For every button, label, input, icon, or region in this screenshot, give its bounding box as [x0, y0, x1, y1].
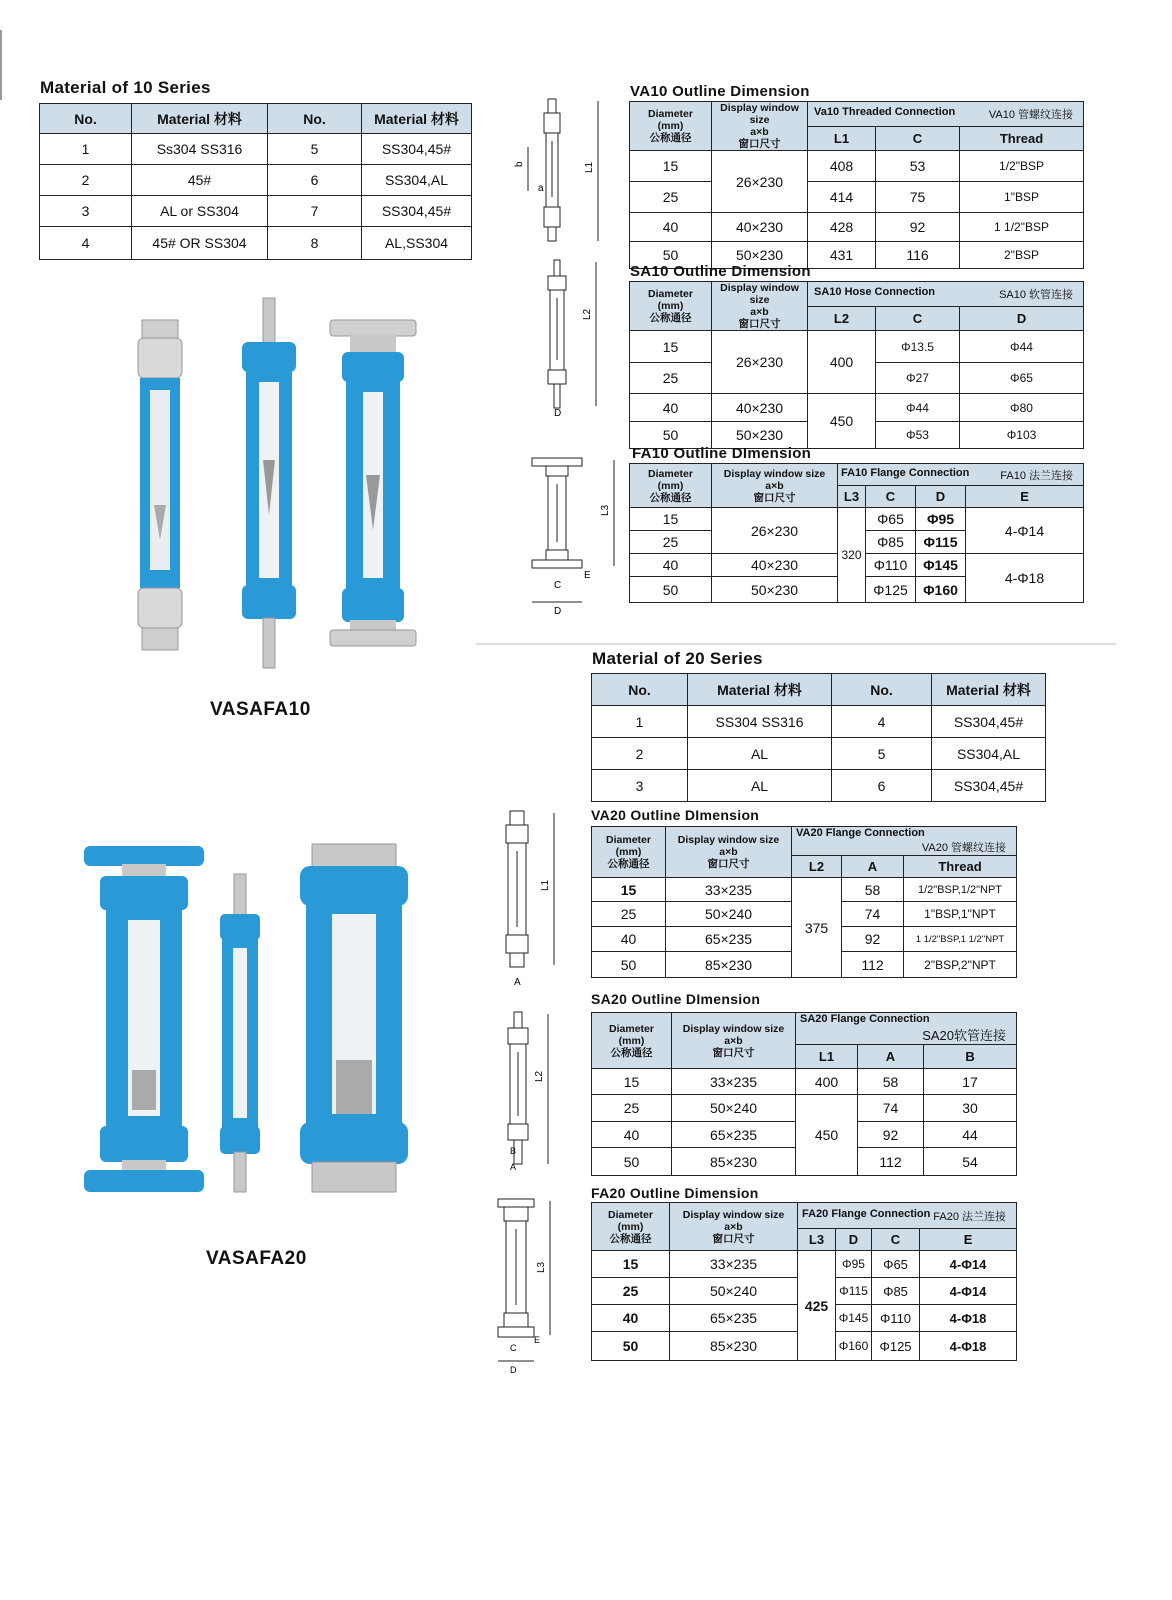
header-diameter: Diameter (mm) 公称通径	[592, 827, 666, 878]
series20-table	[591, 673, 1046, 802]
cell: 40	[630, 213, 712, 242]
cell: 58	[842, 878, 904, 902]
cell: 1	[40, 134, 132, 165]
va20-table	[591, 826, 1017, 978]
table-row	[630, 182, 1084, 213]
cell: AL,SS304	[362, 227, 472, 260]
cell: 3	[592, 770, 688, 802]
cell: 428	[808, 213, 876, 242]
cell: 6	[832, 770, 932, 802]
cell: 92	[876, 213, 960, 242]
cell: Φ115	[916, 531, 966, 554]
cell: 4-Φ18	[920, 1332, 1017, 1361]
cell: 3	[40, 196, 132, 227]
cell: 1"BSP	[960, 182, 1084, 213]
col-header: Material 材料	[688, 674, 832, 706]
col-header: D	[960, 306, 1084, 331]
cell: Φ110	[866, 554, 916, 577]
col-header: No.	[592, 674, 688, 706]
cell: AL	[688, 770, 832, 802]
cell: Ss304 SS316	[132, 134, 268, 165]
header-connection: FA20 Flange Connection FA20 法兰连接	[798, 1203, 1017, 1229]
cell: 58	[858, 1069, 924, 1095]
cell: 25	[630, 531, 712, 554]
cell: 2"BSP,2"NPT	[904, 952, 1017, 978]
cell: 414	[808, 182, 876, 213]
cell: 50	[592, 1332, 670, 1361]
cell: 2	[592, 738, 688, 770]
cell: 50	[592, 1148, 672, 1176]
va10-table	[629, 101, 1084, 269]
col-header: C	[872, 1229, 920, 1251]
cell: 45# OR SS304	[132, 227, 268, 260]
cell: 450	[808, 394, 876, 449]
section-divider	[476, 643, 1116, 645]
sa10-table	[629, 281, 1084, 449]
cell: Φ80	[960, 394, 1084, 422]
table-row	[630, 331, 1084, 363]
sa20-meter-image	[220, 874, 260, 1192]
cell: 50×230	[712, 422, 808, 449]
cell: SS304,AL	[932, 738, 1046, 770]
cell: 15	[630, 331, 712, 363]
col-header: No.	[268, 104, 362, 134]
cell: Φ85	[866, 531, 916, 554]
cell: SS304 SS316	[688, 706, 832, 738]
table-row	[630, 508, 1084, 531]
col-header: B	[924, 1045, 1017, 1069]
cell: 50	[630, 242, 712, 269]
cell: 75	[876, 182, 960, 213]
cell: Φ44	[960, 331, 1084, 363]
cell: 25	[630, 363, 712, 394]
col-header: A	[858, 1045, 924, 1069]
cell: SS304,45#	[362, 196, 472, 227]
cell: 7	[268, 196, 362, 227]
cell: 50	[630, 577, 712, 603]
cell: SS304,45#	[362, 134, 472, 165]
cell: 33×235	[670, 1251, 798, 1278]
va20-meter-image	[300, 844, 408, 1192]
cell: Φ65	[872, 1251, 920, 1278]
dim-label-l2: L2	[534, 1070, 545, 1082]
cell: 26×230	[712, 331, 808, 394]
col-header: L2	[792, 856, 842, 878]
cell: 65×235	[666, 927, 792, 952]
va10-title: VA10 Outline Dimension	[630, 83, 810, 100]
cell: Φ110	[872, 1305, 920, 1332]
cell: 40	[630, 554, 712, 577]
vasafa10-product-photo	[120, 290, 430, 680]
cell: 4	[40, 227, 132, 260]
fa20-title: FA20 Outline Dimension	[591, 1185, 759, 1201]
cell: 50×230	[712, 577, 838, 603]
cell: 1 1/2"BSP,1 1/2"NPT	[904, 927, 1017, 952]
table-row	[630, 151, 1084, 182]
cell: 50	[592, 952, 666, 978]
cell: Φ103	[960, 422, 1084, 449]
header-connection: SA10 Hose Connection SA10 软管连接	[808, 282, 1084, 307]
header-diameter: Diameter (mm) 公称通径	[630, 282, 712, 331]
dim-label-c: C	[554, 580, 562, 591]
header-diameter: Diameter (mm) 公称通径	[592, 1203, 670, 1251]
table-row	[592, 1095, 1017, 1122]
cell: AL or SS304	[132, 196, 268, 227]
header-window: Display window size a×b 窗口尺寸	[670, 1203, 798, 1251]
col-header: Material 材料	[132, 104, 268, 134]
fa20-meter-image	[84, 846, 204, 1192]
header-connection: SA20 Flange Connection SA20软管连接	[796, 1013, 1017, 1045]
col-header: No.	[40, 104, 132, 134]
cell: AL	[688, 738, 832, 770]
sa10-title: SA10 Outline Dimension	[630, 263, 811, 280]
cell: 40×230	[712, 554, 838, 577]
cell: Φ125	[872, 1332, 920, 1361]
cell: 54	[924, 1148, 1017, 1176]
series20-title: Material of 20 Series	[592, 649, 763, 668]
dim-label-l2: L2	[582, 308, 593, 320]
cell: 400	[808, 331, 876, 394]
table-row	[592, 1251, 1017, 1278]
cell: Φ65	[960, 363, 1084, 394]
cell: Φ13.5	[876, 331, 960, 363]
table-row	[592, 770, 1046, 802]
cell: 25	[592, 1095, 672, 1122]
cell: 15	[630, 151, 712, 182]
col-header: L3	[798, 1229, 836, 1251]
fa10-title: FA10 Outline DImension	[632, 445, 812, 462]
cell: 4-Φ14	[966, 508, 1084, 554]
header-window: Display window size a×b 窗口尺寸	[712, 102, 808, 151]
cell: 85×230	[670, 1332, 798, 1361]
cell: 44	[924, 1122, 1017, 1148]
cell: 1/2"BSP	[960, 151, 1084, 182]
cell: 400	[796, 1069, 858, 1095]
cell: 25	[630, 182, 712, 213]
table-row	[630, 213, 1084, 242]
header-window: Display window size a×b 窗口尺寸	[712, 464, 838, 508]
dim-label-l3: L3	[536, 1261, 547, 1273]
header-diameter: Diameter (mm) 公称通径	[592, 1013, 672, 1069]
cell: 15	[592, 878, 666, 902]
cell: Φ53	[876, 422, 960, 449]
header-window: Display window size a×b 窗口尺寸	[672, 1013, 796, 1069]
col-header: Thread	[904, 856, 1017, 878]
cell: 1 1/2"BSP	[960, 213, 1084, 242]
cell: Φ145	[916, 554, 966, 577]
cell: 25	[592, 1278, 670, 1305]
dim-label-b: b	[514, 161, 525, 167]
cell: 26×230	[712, 151, 808, 213]
cell: 40	[592, 1122, 672, 1148]
cell: Φ44	[876, 394, 960, 422]
cell: 50×230	[712, 242, 808, 269]
cell: Φ95	[836, 1251, 872, 1278]
cell: 112	[858, 1148, 924, 1176]
col-header: L1	[808, 126, 876, 151]
cell: 2"BSP	[960, 242, 1084, 269]
cell: 40	[592, 1305, 670, 1332]
fa10-meter-image	[330, 320, 416, 646]
va10-outline-drawing	[508, 93, 608, 258]
cell: 92	[842, 927, 904, 952]
cell: 320	[838, 508, 866, 603]
cell: 33×235	[672, 1069, 796, 1095]
cell: 33×235	[666, 878, 792, 902]
cell: 30	[924, 1095, 1017, 1122]
cell: 25	[592, 902, 666, 927]
cell: 2	[40, 165, 132, 196]
cell: 15	[592, 1069, 672, 1095]
cell: 65×235	[670, 1305, 798, 1332]
cell: 65×235	[672, 1122, 796, 1148]
cell: 74	[842, 902, 904, 927]
sa10-outline-drawing	[520, 258, 610, 418]
va20-outline-drawing	[496, 805, 566, 990]
vasafa20-product-photo	[80, 840, 420, 1215]
dim-label-d: D	[510, 1365, 517, 1375]
col-header: C	[866, 486, 916, 508]
cell: 375	[792, 878, 842, 978]
cell: Φ27	[876, 363, 960, 394]
fa10-outline-drawing	[528, 450, 628, 620]
header-window: Display window size a×b 窗口尺寸	[712, 282, 808, 331]
dim-label-a: a	[538, 183, 544, 194]
fa10-table	[629, 463, 1084, 603]
cell: 116	[876, 242, 960, 269]
dim-label-e: E	[534, 1335, 541, 1345]
col-header: E	[966, 486, 1084, 508]
cell: 15	[630, 508, 712, 531]
table-row	[592, 1069, 1017, 1095]
series10-title: Material of 10 Series	[40, 78, 211, 97]
cell: 8	[268, 227, 362, 260]
cell: Φ160	[916, 577, 966, 603]
cell: 6	[268, 165, 362, 196]
header-connection: VA20 Flange Connection VA20 管螺纹连接	[792, 827, 1017, 856]
page-edge-mark	[0, 30, 2, 100]
series10-table	[39, 103, 472, 260]
cell: 45#	[132, 165, 268, 196]
dim-label-d: D	[554, 606, 562, 617]
cell: SS304,45#	[932, 770, 1046, 802]
col-header: D	[916, 486, 966, 508]
cell: Φ125	[866, 577, 916, 603]
cell: 17	[924, 1069, 1017, 1095]
table-row	[40, 196, 472, 227]
cell: 112	[842, 952, 904, 978]
table-row	[40, 165, 472, 196]
cell: 85×230	[672, 1148, 796, 1176]
cell: 26×230	[712, 508, 838, 554]
cell: 40×230	[712, 213, 808, 242]
dim-label-c: C	[510, 1343, 517, 1353]
cell: SS304,45#	[932, 706, 1046, 738]
cell: Φ85	[872, 1278, 920, 1305]
cell: 425	[798, 1251, 836, 1361]
cell: 50	[630, 422, 712, 449]
table-row	[40, 227, 472, 260]
dim-label-d: D	[554, 408, 562, 418]
dim-label-b: B	[510, 1146, 517, 1156]
cell: 40	[592, 927, 666, 952]
sa20-title: SA20 Outline DImension	[591, 991, 761, 1007]
cell: 1	[592, 706, 688, 738]
table-row	[592, 738, 1046, 770]
cell: 50×240	[670, 1278, 798, 1305]
table-row	[592, 706, 1046, 738]
cell: 4	[832, 706, 932, 738]
sa20-outline-drawing	[496, 1008, 566, 1178]
cell: 4-Φ14	[920, 1278, 1017, 1305]
cell: Φ145	[836, 1305, 872, 1332]
cell: 50×240	[666, 902, 792, 927]
cell: SS304,AL	[362, 165, 472, 196]
cell: Φ95	[916, 508, 966, 531]
cell: 450	[796, 1095, 858, 1176]
fa20-outline-drawing	[494, 1195, 564, 1375]
fa20-table	[591, 1202, 1017, 1361]
sa10-meter-image	[242, 298, 296, 668]
col-header: L1	[796, 1045, 858, 1069]
col-header: Material 材料	[362, 104, 472, 134]
dim-label-e: E	[584, 570, 591, 581]
cell: 5	[268, 134, 362, 165]
dim-label-l1: L1	[584, 161, 595, 173]
cell: 4-Φ18	[920, 1305, 1017, 1332]
table-row	[592, 878, 1017, 902]
header-window: Display window size a×b 窗口尺寸	[666, 827, 792, 878]
table-row	[630, 394, 1084, 422]
header-diameter: Diameter (mm) 公称通径	[630, 464, 712, 508]
cell: 4-Φ14	[920, 1251, 1017, 1278]
caption-vasafa10: VASAFA10	[210, 699, 311, 720]
col-header: A	[842, 856, 904, 878]
cell: 1/2"BSP,1/2"NPT	[904, 878, 1017, 902]
cell: 5	[832, 738, 932, 770]
col-header: L3	[838, 486, 866, 508]
cell: Φ160	[836, 1332, 872, 1361]
cell: 1"BSP,1"NPT	[904, 902, 1017, 927]
col-header: L2	[808, 306, 876, 331]
va10-meter-image	[138, 320, 182, 650]
cell: Φ115	[836, 1278, 872, 1305]
dim-label-l3: L3	[600, 504, 611, 516]
cell: 50×240	[672, 1095, 796, 1122]
va20-title: VA20 Outline DImension	[591, 807, 760, 823]
table-row	[40, 134, 472, 165]
caption-vasafa20: VASAFA20	[206, 1248, 307, 1269]
cell: 15	[592, 1251, 670, 1278]
cell: 431	[808, 242, 876, 269]
col-header: Thread	[960, 126, 1084, 151]
sa20-table	[591, 1012, 1017, 1176]
col-header: No.	[832, 674, 932, 706]
header-connection: FA10 Flange Connection FA10 法兰连接	[838, 464, 1084, 486]
cell: 40	[630, 394, 712, 422]
cell: 85×230	[666, 952, 792, 978]
header-diameter: Diameter (mm) 公称通径	[630, 102, 712, 151]
cell: 74	[858, 1095, 924, 1122]
col-header: Material 材料	[932, 674, 1046, 706]
col-header: C	[876, 126, 960, 151]
cell: 53	[876, 151, 960, 182]
col-header: E	[920, 1229, 1017, 1251]
dim-label-l1: L1	[540, 879, 551, 891]
cell: 4-Φ18	[966, 554, 1084, 603]
col-header: D	[836, 1229, 872, 1251]
cell: 92	[858, 1122, 924, 1148]
header-connection: Va10 Threaded Connection VA10 管螺纹连接	[808, 102, 1084, 127]
cell: 408	[808, 151, 876, 182]
dim-label-a: A	[514, 977, 521, 988]
dim-label-a: A	[510, 1162, 517, 1172]
col-header: C	[876, 306, 960, 331]
cell: 40×230	[712, 394, 808, 422]
cell: Φ65	[866, 508, 916, 531]
